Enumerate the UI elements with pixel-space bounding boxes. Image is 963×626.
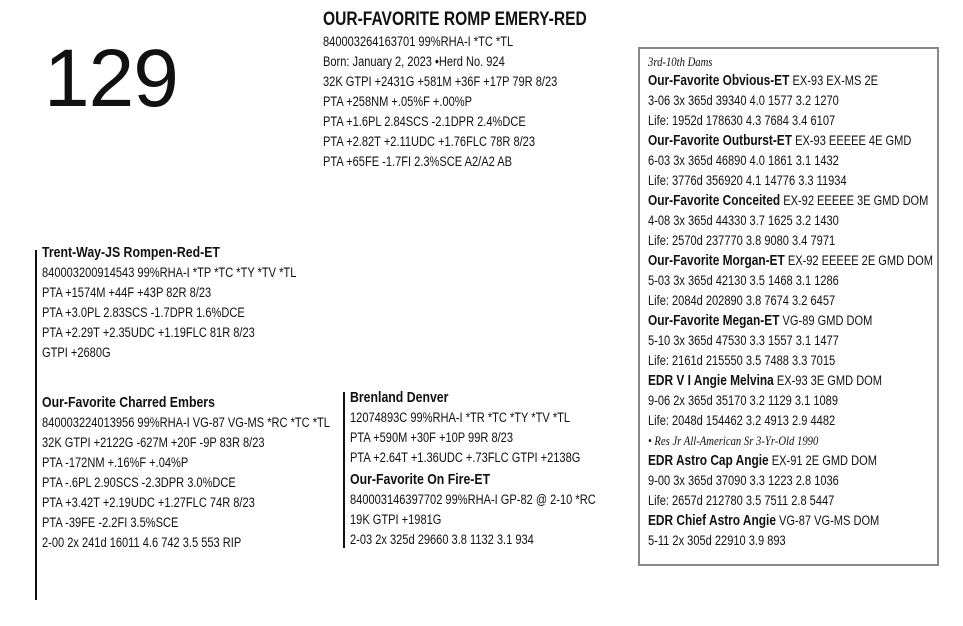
- dam-record: 9-00 3x 365d 37090 3.3 1223 2.8 1036: [648, 473, 839, 488]
- ancestor-dam-name: EDR V I Angie Melvina EX-93 3E GMD DOM: [648, 373, 883, 389]
- ancestor-dam-name: EDR Astro Cap Angie EX-91 2E GMD DOM: [648, 453, 877, 469]
- sire-name: Trent-Way-JS Rompen-Red-ET: [42, 244, 220, 261]
- dam-line: PTA -172NM +.16%F +.04%P: [42, 455, 189, 470]
- dam-lifetime: Life: 2084d 202890 3.8 7674 3.2 6457: [648, 293, 836, 308]
- dam-line: 32K GTPI +2122G -627M +20F -9P 83R 8/23: [42, 435, 265, 450]
- ancestor-dam-name: Our-Favorite Obvious-ET EX-93 EX-MS 2E: [648, 73, 878, 89]
- dam-record: 4-08 3x 365d 44330 3.7 1625 3.2 1430: [648, 213, 839, 228]
- main-animal-block: [323, 8, 587, 172]
- sire-block: [42, 243, 296, 363]
- mgd-line: 840003146397702 99%RHA-I GP-82 @ 2-10 *RC: [350, 492, 596, 507]
- dams-list: [648, 53, 933, 551]
- mgs-line: 12074893C 99%RHA-I *TR *TC *TY *TV *TL: [350, 410, 571, 425]
- dam-record: 6-03 3x 365d 46890 4.0 1861 3.1 1432: [648, 153, 839, 168]
- dam-line: 840003224013956 99%RHA-I VG-87 VG-MS *RC *TC *TL: [42, 415, 330, 430]
- dams-heading: 3rd-10th Dams: [648, 54, 713, 69]
- sire-line: PTA +3.0PL 2.83SCS -1.7DPR 1.6%DCE: [42, 305, 245, 320]
- dam-line: PTA -.6PL 2.90SCS -2.3DPR 3.0%DCE: [42, 475, 236, 490]
- dam-record: 5-11 2x 305d 22910 3.9 893: [648, 533, 786, 548]
- mgd-line: 19K GTPI +1981G: [350, 512, 442, 527]
- main-animal-name: OUR-FAVORITE ROMP EMERY-RED: [323, 9, 587, 30]
- dam-record: 5-03 3x 365d 42130 3.5 1468 3.1 1286: [648, 273, 839, 288]
- mgs-line: PTA +590M +30F +10P 99R 8/23: [350, 430, 513, 445]
- dam-lifetime: Life: 3776d 356920 4.1 14776 3.3 11934: [648, 173, 847, 188]
- mgd-line: 2-03 2x 325d 29660 3.8 1132 3.1 934: [350, 532, 534, 547]
- dam-line: 2-00 2x 241d 16011 4.6 742 3.5 553 RIP: [42, 535, 242, 550]
- dam-lifetime: Life: 2657d 212780 3.5 7511 2.8 5447: [648, 493, 835, 508]
- dam-lifetime: Life: 2048d 154462 3.2 4913 2.9 4482: [648, 413, 836, 428]
- dam-record: 3-06 3x 365d 39340 4.0 1577 3.2 1270: [648, 93, 839, 108]
- dam-lifetime: Life: 2161d 215550 3.5 7488 3.3 7015: [648, 353, 836, 368]
- ancestor-dam-name: Our-Favorite Megan-ET VG-89 GMD DOM: [648, 313, 873, 329]
- sire-line: 840003200914543 99%RHA-I *TP *TC *TY *TV *TL: [42, 265, 297, 280]
- dam-award-note: • Res Jr All-American Sr 3-Yr-Old 1990: [648, 433, 819, 448]
- main-line: PTA +65FE -1.7FI 2.3%SCE A2/A2 AB: [323, 154, 513, 169]
- mgd-name: Our-Favorite On Fire-ET: [350, 471, 491, 488]
- dam-lifetime: Life: 2570d 237770 3.8 9080 3.4 7971: [648, 233, 836, 248]
- main-line: 840003264163701 99%RHA-I *TC *TL: [323, 34, 514, 49]
- ancestor-dam-name: Our-Favorite Conceited EX-92 EEEEE 3E GMD DOM: [648, 193, 929, 209]
- dam-block: [42, 393, 330, 553]
- dam-record: 9-06 2x 365d 35170 3.2 1129 3.1 1089: [648, 393, 838, 408]
- mgs-block: [350, 388, 580, 468]
- sire-line: GTPI +2680G: [42, 345, 111, 360]
- ancestor-dam-name: Our-Favorite Morgan-ET EX-92 EEEEE 2E GMD DOM: [648, 253, 934, 269]
- lot-number: 129: [44, 33, 178, 124]
- main-line: PTA +2.82T +2.11UDC +1.76FLC 78R 8/23: [323, 134, 535, 149]
- mgs-name: Brenland Denver: [350, 389, 449, 406]
- ancestor-dam-name: EDR Chief Astro Angie VG-87 VG-MS DOM: [648, 513, 880, 529]
- dam-name: Our-Favorite Charred Embers: [42, 394, 215, 411]
- pedigree-line: [343, 392, 345, 548]
- main-line: PTA +1.6PL 2.84SCS -2.1DPR 2.4%DCE: [323, 114, 526, 129]
- mgd-block: [350, 470, 596, 550]
- mgs-line: PTA +2.64T +1.36UDC +.73FLC GTPI +2138G: [350, 450, 581, 465]
- sire-line: PTA +1574M +44F +43P 82R 8/23: [42, 285, 212, 300]
- pedigree-line: [35, 250, 37, 600]
- main-line: 32K GTPI +2431G +581M +36F +17P 79R 8/23: [323, 74, 558, 89]
- sire-line: PTA +2.29T +2.35UDC +1.19FLC 81R 8/23: [42, 325, 255, 340]
- dam-line: PTA -39FE -2.2FI 3.5%SCE: [42, 515, 179, 530]
- ancestor-dam-name: Our-Favorite Outburst-ET EX-93 EEEEE 4E GMD: [648, 133, 912, 149]
- main-line: PTA +258NM +.05%F +.00%P: [323, 94, 473, 109]
- dam-record: 5-10 3x 365d 47530 3.3 1557 3.1 1477: [648, 333, 839, 348]
- dam-lifetime: Life: 1952d 178630 4.3 7684 3.4 6107: [648, 113, 836, 128]
- dam-line: PTA +3.42T +2.19UDC +1.27FLC 74R 8/23: [42, 495, 255, 510]
- main-line: Born: January 2, 2023 •Herd No. 924: [323, 54, 505, 69]
